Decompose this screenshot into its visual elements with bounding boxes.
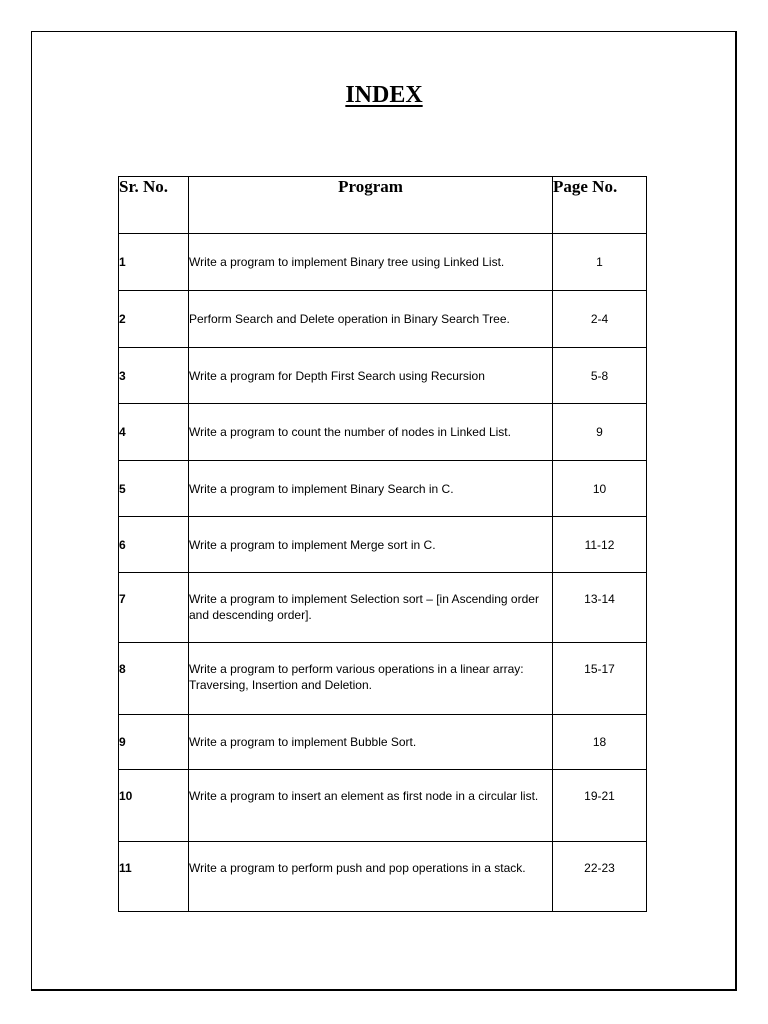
row-sr-no: 3 bbox=[119, 348, 189, 404]
table-row bbox=[119, 234, 647, 291]
row-page-no: 19-21 bbox=[553, 770, 647, 842]
row-page-no: 18 bbox=[553, 715, 647, 770]
row-page-no: 11-12 bbox=[553, 517, 647, 573]
row-program: Write a program to implement Binary Search in C. bbox=[189, 461, 553, 517]
row-sr-no: 7 bbox=[119, 573, 189, 643]
row-program: Write a program to count the number of nodes in Linked List. bbox=[189, 404, 553, 461]
row-page-no: 5-8 bbox=[553, 348, 647, 404]
table-row bbox=[119, 461, 647, 517]
row-sr-no: 8 bbox=[119, 643, 189, 715]
row-program: Write a program to perform push and pop operations in a stack. bbox=[189, 842, 553, 912]
row-program: Write a program to insert an element as first node in a circular list. bbox=[189, 770, 553, 842]
table-row bbox=[119, 643, 647, 715]
table-row bbox=[119, 573, 647, 643]
header-program: Program bbox=[189, 177, 553, 234]
table-row bbox=[119, 770, 647, 842]
row-page-no: 10 bbox=[553, 461, 647, 517]
row-program: Write a program to implement Bubble Sort. bbox=[189, 715, 553, 770]
row-page-no: 2-4 bbox=[553, 291, 647, 348]
row-program: Write a program to implement Merge sort in C. bbox=[189, 517, 553, 573]
table-row bbox=[119, 291, 647, 348]
row-program: Write a program to perform various operations in a linear array: Traversing, Insertion and Deletion. bbox=[189, 643, 553, 715]
index-table bbox=[118, 176, 647, 912]
table-row bbox=[119, 404, 647, 461]
table-row bbox=[119, 715, 647, 770]
header-page-no: Page No. bbox=[553, 177, 647, 234]
header-sr-no: Sr. No. bbox=[119, 177, 189, 234]
row-sr-no: 1 bbox=[119, 234, 189, 291]
row-sr-no: 11 bbox=[119, 842, 189, 912]
row-sr-no: 2 bbox=[119, 291, 189, 348]
row-sr-no: 6 bbox=[119, 517, 189, 573]
table-row bbox=[119, 842, 647, 912]
table-row bbox=[119, 517, 647, 573]
row-program: Perform Search and Delete operation in Binary Search Tree. bbox=[189, 291, 553, 348]
row-page-no: 1 bbox=[553, 234, 647, 291]
table-row bbox=[119, 348, 647, 404]
row-page-no: 9 bbox=[553, 404, 647, 461]
row-program: Write a program to implement Binary tree using Linked List. bbox=[189, 234, 553, 291]
row-page-no: 13-14 bbox=[553, 573, 647, 643]
row-page-no: 22-23 bbox=[553, 842, 647, 912]
row-sr-no: 9 bbox=[119, 715, 189, 770]
row-program: Write a program to implement Selection sort – [in Ascending order and descending order]. bbox=[189, 573, 553, 643]
row-page-no: 15-17 bbox=[553, 643, 647, 715]
row-sr-no: 4 bbox=[119, 404, 189, 461]
row-sr-no: 10 bbox=[119, 770, 189, 842]
page-title: INDEX bbox=[345, 82, 423, 108]
table-header-row bbox=[119, 177, 647, 234]
row-program: Write a program for Depth First Search using Recursion bbox=[189, 348, 553, 404]
row-sr-no: 5 bbox=[119, 461, 189, 517]
